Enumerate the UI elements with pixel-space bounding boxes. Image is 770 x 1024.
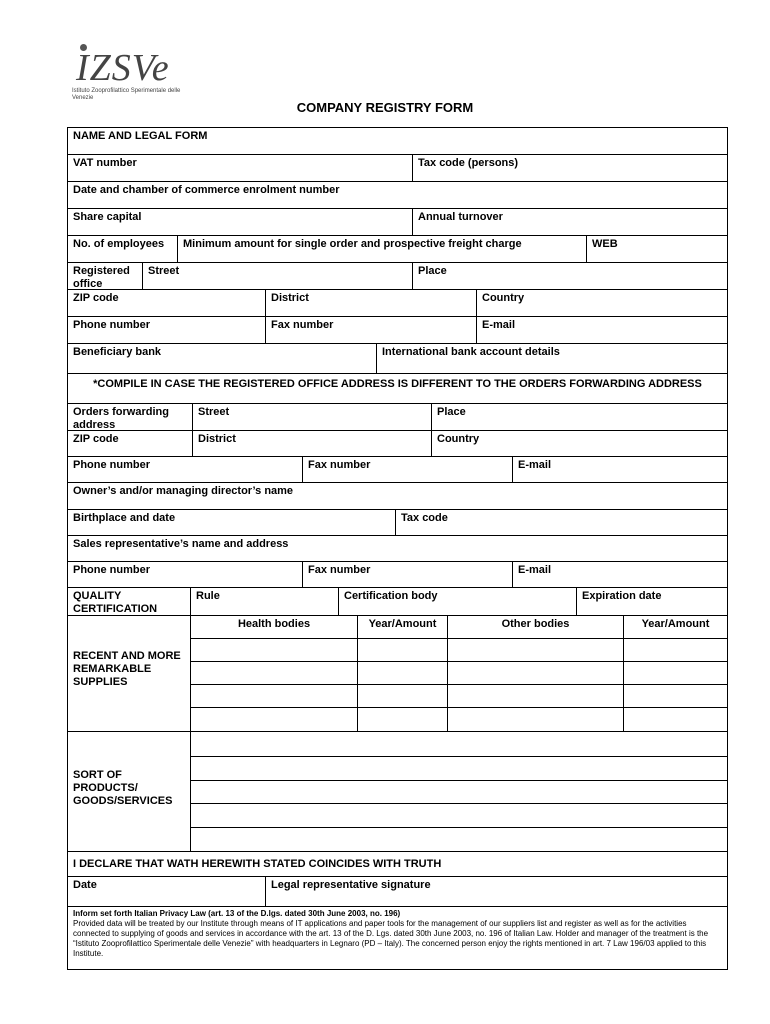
row-zip xyxy=(68,290,727,317)
row-share-capital xyxy=(68,209,727,236)
logo-mark: IZSVe xyxy=(76,47,170,89)
row-employees xyxy=(68,236,727,263)
quality-certification-label: QUALITY CERTIFICATION xyxy=(73,590,158,615)
product-cell[interactable] xyxy=(191,827,727,851)
compile-note: *COMPILE IN CASE THE REGISTERED OFFICE ADDRESS IS DIFFERENT TO THE ORDERS FORWARDING ADDRESS xyxy=(93,378,702,390)
registered-office-label: Registered office xyxy=(73,265,130,290)
date-chamber-field[interactable]: Date and chamber of commerce enrolment number xyxy=(73,184,340,196)
certification-body-field[interactable]: Certification body xyxy=(338,588,576,615)
privacy-title: Inform set forth Italian Privacy Law (art. 13 of the D.lgs. dated 30th June 2003, no. 196) xyxy=(73,909,401,918)
row-signature xyxy=(68,877,727,907)
sales-rep-field[interactable]: Sales representative’s name and address xyxy=(73,538,289,550)
date-field[interactable]: Date xyxy=(73,879,97,891)
orders-phone-field[interactable]: Phone number xyxy=(73,459,151,471)
orders-street-field[interactable]: Street xyxy=(192,404,431,430)
company-registry-form xyxy=(67,127,728,970)
orders-fax-field[interactable]: Fax number xyxy=(302,457,512,482)
products-grid xyxy=(190,732,727,851)
orders-zip-field[interactable]: ZIP code xyxy=(73,433,119,445)
street-field[interactable]: Street xyxy=(142,263,412,289)
employees-field[interactable]: No. of employees xyxy=(73,238,165,250)
name-legal-field[interactable]: NAME AND LEGAL FORM xyxy=(73,130,208,142)
vat-field[interactable]: VAT number xyxy=(73,157,137,169)
section-recent-supplies xyxy=(68,616,727,732)
row-orders-phone xyxy=(68,457,727,483)
iban-field[interactable]: International bank account details xyxy=(376,344,727,373)
recent-supplies-label: RECENT AND MORE REMARKABLE SUPPLIES xyxy=(73,650,181,688)
other-bodies-header: Other bodies xyxy=(447,616,623,638)
row-compile-note xyxy=(68,374,727,404)
row-vat xyxy=(68,155,727,182)
annual-turnover-field[interactable]: Annual turnover xyxy=(412,209,727,235)
country-field[interactable]: Country xyxy=(476,290,727,316)
signature-field[interactable]: Legal representative signature xyxy=(265,877,727,906)
row-sales-rep xyxy=(68,536,727,562)
row-birthplace xyxy=(68,510,727,536)
rule-field[interactable]: Rule xyxy=(190,588,338,615)
sales-fax-field[interactable]: Fax number xyxy=(302,562,512,587)
phone-field[interactable]: Phone number xyxy=(73,319,151,331)
share-capital-field[interactable]: Share capital xyxy=(73,211,142,223)
orders-country-field[interactable]: Country xyxy=(431,431,727,456)
product-cell[interactable] xyxy=(191,780,727,803)
supplies-grid xyxy=(190,638,727,731)
row-orders-address xyxy=(68,404,727,431)
year-amount-header-1: Year/Amount xyxy=(357,616,447,638)
logo-subtitle: Istituto Zooprofilattico Sperimentale delle Venezie xyxy=(72,88,181,101)
web-field[interactable]: WEB xyxy=(586,236,727,262)
fax-field[interactable]: Fax number xyxy=(265,317,476,343)
owner-field[interactable]: Owner’s and/or managing director’s name xyxy=(73,485,294,497)
privacy-text: Provided data will be treated by our Institute through means of IT applications and paper tools for the management of our suppliers list and register as well as for the activities connected to supplying of goods and services in accordance with the art. 13 of the D. Lgs. dated 30th June 2003, no. 196 of Italian Law. Holder and manager of the treatment is the “Istituto Zooprofilattico Sperimentale delle Venezie” with headquarters in Legnaro (PD – Italy). The concerned person enjoy the rights mentioned in art. 7 Law 196/03 applied to this Institute. xyxy=(73,919,709,958)
row-owner xyxy=(68,483,727,510)
sales-email-field[interactable]: E-mail xyxy=(512,562,727,587)
place-field[interactable]: Place xyxy=(412,263,727,289)
declaration-text: I DECLARE THAT WATH HEREWITH STATED COINCIDES WITH TRUTH xyxy=(73,858,442,870)
sort-products-label: SORT OF PRODUCTS/ GOODS/SERVICES xyxy=(73,769,173,807)
row-name-legal xyxy=(68,128,727,155)
tax-code-2-field[interactable]: Tax code xyxy=(395,510,727,535)
section-products xyxy=(68,732,727,852)
row-date-chamber xyxy=(68,182,727,209)
supply-cell[interactable] xyxy=(190,684,357,707)
beneficiary-bank-field[interactable]: Beneficiary bank xyxy=(73,346,162,358)
orders-address-label: Orders forwarding address xyxy=(73,406,169,431)
health-bodies-header: Health bodies xyxy=(190,616,357,638)
form-title: COMPANY REGISTRY FORM xyxy=(296,100,474,115)
tax-code-field[interactable]: Tax code (persons) xyxy=(412,155,727,181)
sales-phone-field[interactable]: Phone number xyxy=(73,564,151,576)
row-bank xyxy=(68,344,727,374)
row-phone xyxy=(68,317,727,344)
product-cell[interactable] xyxy=(191,756,727,780)
row-registered-office xyxy=(68,263,727,290)
row-privacy xyxy=(68,907,727,969)
row-quality xyxy=(68,588,727,616)
district-field[interactable]: District xyxy=(265,290,476,316)
row-orders-zip xyxy=(68,431,727,457)
product-cell[interactable] xyxy=(191,732,727,756)
supply-cell[interactable] xyxy=(190,707,357,732)
year-amount-header-2: Year/Amount xyxy=(623,616,727,638)
product-cell[interactable] xyxy=(191,803,727,827)
zip-field[interactable]: ZIP code xyxy=(73,292,119,304)
email-field[interactable]: E-mail xyxy=(476,317,727,343)
expiration-date-field[interactable]: Expiration date xyxy=(576,588,727,615)
supply-cell[interactable] xyxy=(190,638,357,661)
institute-logo xyxy=(72,40,181,101)
privacy-notice xyxy=(68,907,727,961)
orders-place-field[interactable]: Place xyxy=(431,404,727,430)
birthplace-field[interactable]: Birthplace and date xyxy=(73,512,176,524)
orders-district-field[interactable]: District xyxy=(192,431,431,456)
orders-email-field[interactable]: E-mail xyxy=(512,457,727,482)
supply-cell[interactable] xyxy=(190,661,357,684)
row-sales-phone xyxy=(68,562,727,588)
min-amount-field[interactable]: Minimum amount for single order and prospective freight charge xyxy=(177,236,586,262)
row-declaration xyxy=(68,852,727,877)
